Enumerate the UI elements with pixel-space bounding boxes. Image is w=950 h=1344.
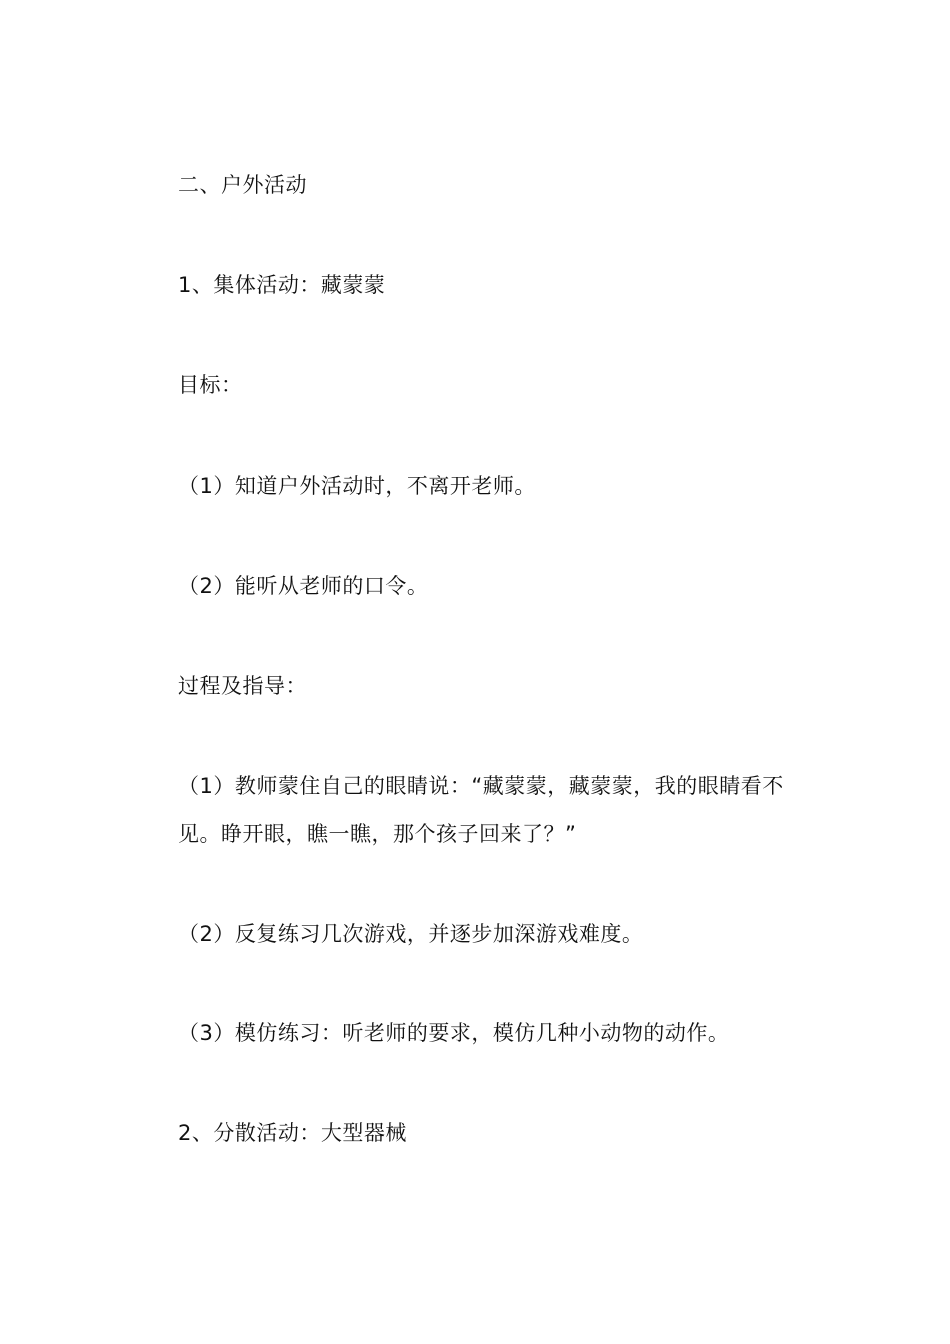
subsection-heading: 2、分散活动：大型器械 bbox=[178, 1121, 407, 1145]
goal-item: （2）能听从老师的口令。 bbox=[178, 574, 429, 598]
process-item: （3）模仿练习：听老师的要求，模仿几种小动物的动作。 bbox=[178, 1021, 730, 1045]
process-item-continuation: 见。睁开眼，瞧一瞧，那个孩子回来了？” bbox=[178, 822, 577, 846]
process-item: （2）反复练习几次游戏，并逐步加深游戏难度。 bbox=[178, 922, 644, 946]
section-heading: 二、户外活动 bbox=[178, 173, 307, 197]
subsection-heading: 1、集体活动：藏蒙蒙 bbox=[178, 273, 386, 297]
goals-label: 目标： bbox=[178, 373, 243, 397]
goal-item: （1）知道户外活动时，不离开老师。 bbox=[178, 474, 536, 498]
process-item: （1）教师蒙住自己的眼睛说：“藏蒙蒙，藏蒙蒙，我的眼睛看不 bbox=[178, 774, 784, 798]
process-label: 过程及指导： bbox=[178, 674, 307, 698]
